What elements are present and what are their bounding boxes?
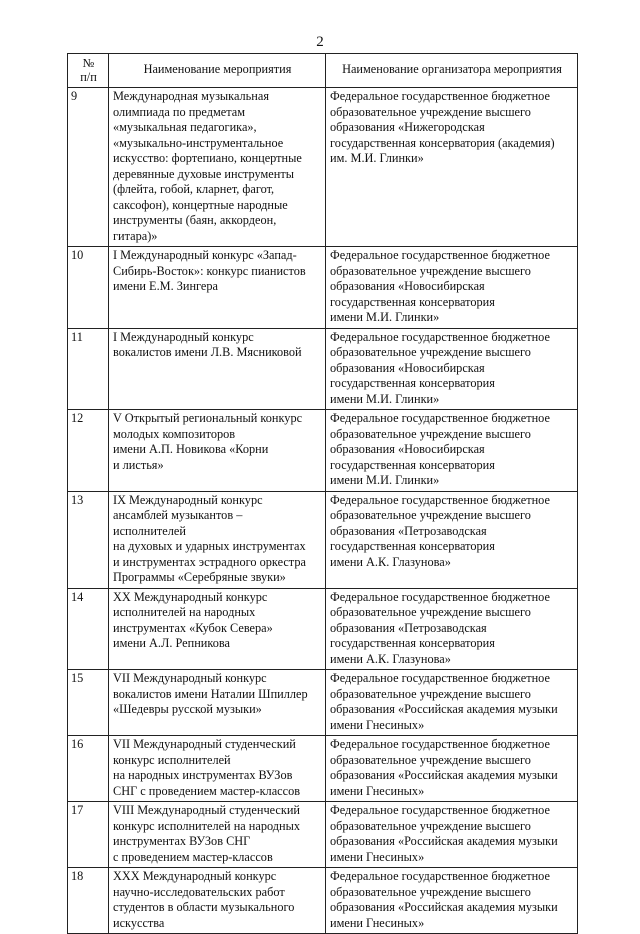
- table-row: [68, 868, 578, 934]
- row-number: 18: [68, 868, 109, 934]
- table-row: [68, 670, 578, 736]
- row-number: 11: [68, 328, 109, 410]
- event-name: VIII Международный студенческий конкурс исполнителей на народных инструментах ВУЗов СНГ с проведением мастер-классов: [109, 802, 326, 868]
- table-row: [68, 588, 578, 670]
- table-row: [68, 802, 578, 868]
- header-event-name: Наименование мероприятия: [109, 54, 326, 88]
- table-row: [68, 88, 578, 247]
- row-number: 12: [68, 410, 109, 492]
- event-name: IX Международный конкурс ансамблей музыкантов – исполнителей на духовых и ударных инструментах и инструментах эстрадного оркестра Программы «Серебряные звуки»: [109, 491, 326, 588]
- organizer-name: Федеральное государственное бюджетное образовательное учреждение высшего образования «Российская академия музыки имени Гнесиных»: [326, 670, 578, 736]
- header-number: № п/п: [68, 54, 109, 88]
- table-row: [68, 491, 578, 588]
- table-row: [68, 328, 578, 410]
- table-body: [68, 88, 578, 934]
- organizer-name: Федеральное государственное бюджетное образовательное учреждение высшего образования «Российская академия музыки имени Гнесиных»: [326, 736, 578, 802]
- table-row: [68, 410, 578, 492]
- event-name: I Международный конкурс вокалистов имени Л.В. Мясниковой: [109, 328, 326, 410]
- organizer-name: Федеральное государственное бюджетное образовательное учреждение высшего образования «Петрозаводская государственная консерватория имени А.К. Глазунова»: [326, 588, 578, 670]
- row-number: 16: [68, 736, 109, 802]
- organizer-name: Федеральное государственное бюджетное образовательное учреждение высшего образования «Новосибирская государственная консерватория имени М.И. Глинки»: [326, 247, 578, 329]
- row-number: 17: [68, 802, 109, 868]
- organizer-name: Федеральное государственное бюджетное образовательное учреждение высшего образования «Петрозаводская государственная консерватория имени А.К. Глазунова»: [326, 491, 578, 588]
- row-number: 14: [68, 588, 109, 670]
- row-number: 15: [68, 670, 109, 736]
- event-name: VII Международный студенческий конкурс исполнителей на народных инструментах ВУЗов СНГ с проведением мастер-классов: [109, 736, 326, 802]
- row-number: 9: [68, 88, 109, 247]
- event-name: XX Международный конкурс исполнителей на народных инструментах «Кубок Севера» имени А.Л. Репникова: [109, 588, 326, 670]
- event-name: XXX Международный конкурс научно-исследовательских работ студентов в области музыкального искусства: [109, 868, 326, 934]
- event-name: I Международный конкурс «Запад- Сибирь-Восток»: конкурс пианистов имени Е.М. Зингера: [109, 247, 326, 329]
- table-row: [68, 736, 578, 802]
- event-name: VII Международный конкурс вокалистов имени Наталии Шпиллер «Шедевры русской музыки»: [109, 670, 326, 736]
- row-number: 10: [68, 247, 109, 329]
- header-organizer: Наименование организатора мероприятия: [326, 54, 578, 88]
- event-name: V Открытый региональный конкурс молодых композиторов имени А.П. Новикова «Корни и листья»: [109, 410, 326, 492]
- organizer-name: Федеральное государственное бюджетное образовательное учреждение высшего образования «Нижегородская государственная консерватория (академия) им. М.И. Глинки»: [326, 88, 578, 247]
- organizer-name: Федеральное государственное бюджетное образовательное учреждение высшего образования «Российская академия музыки имени Гнесиных»: [326, 868, 578, 934]
- events-table: [67, 53, 578, 934]
- table-row: [68, 247, 578, 329]
- event-name: Международная музыкальная олимпиада по предметам «музыкальная педагогика», «музыкально-инструментальное искусство: фортепиано, концертные деревянные духовые инструменты (флейта, гобой, кларнет, фагот, саксофон), концертные народные инструменты (баян, аккордеон, гитара)»: [109, 88, 326, 247]
- organizer-name: Федеральное государственное бюджетное образовательное учреждение высшего образования «Новосибирская государственная консерватория имени М.И. Глинки»: [326, 328, 578, 410]
- page-number: 2: [316, 34, 324, 50]
- table-header: [68, 54, 578, 88]
- organizer-name: Федеральное государственное бюджетное образовательное учреждение высшего образования «Российская академия музыки имени Гнесиных»: [326, 802, 578, 868]
- header-row: [68, 54, 578, 88]
- row-number: 13: [68, 491, 109, 588]
- organizer-name: Федеральное государственное бюджетное образовательное учреждение высшего образования «Новосибирская государственная консерватория имени М.И. Глинки»: [326, 410, 578, 492]
